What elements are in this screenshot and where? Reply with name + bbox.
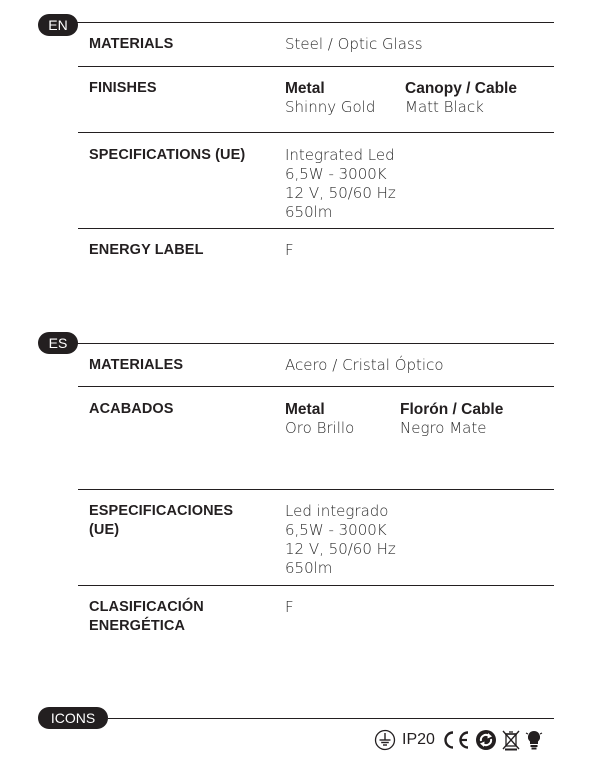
divider [78, 66, 554, 67]
ce-mark-icon [441, 730, 471, 750]
spec-line: 12 V, 50/60 Hz [285, 184, 396, 202]
spec-line: 6,5W - 3000K [285, 165, 387, 183]
finishes-label: FINISHES [89, 80, 157, 96]
materiales-value: Acero / Cristal Óptico [285, 356, 444, 374]
clasificacion-label: CLASIFICACIÓN [89, 599, 204, 615]
especificaciones-label: ESPECIFICACIONES [89, 503, 234, 519]
clasificacion-value: F [285, 598, 294, 616]
divider [78, 228, 554, 229]
materiales-label: MATERIALES [89, 357, 184, 373]
energy-label: ENERGY LABEL [89, 242, 204, 258]
divider [78, 132, 554, 133]
divider [78, 489, 554, 490]
acabado-floron-title: Florón / Cable [400, 401, 504, 418]
energy-value: F [285, 241, 294, 259]
spec-line: 650lm [285, 203, 333, 221]
materials-label: MATERIALS [89, 36, 174, 52]
divider [70, 22, 554, 23]
finish-metal-value: Shinny Gold [285, 98, 376, 116]
acabado-metal-title: Metal [285, 401, 325, 418]
spec-line: Led integrado [285, 502, 389, 520]
section-tag-icons: ICONS [38, 707, 108, 729]
crossed-bin-icon [501, 729, 521, 751]
clasificacion-label: ENERGÉTICA [89, 618, 186, 634]
divider [78, 585, 554, 586]
ip20-label: IP20 [402, 731, 435, 748]
spec-line: 12 V, 50/60 Hz [285, 540, 396, 558]
divider [70, 343, 554, 344]
divider [78, 386, 554, 387]
specifications-label: SPECIFICATIONS (UE) [89, 147, 246, 163]
certification-icons [374, 728, 543, 752]
divider [108, 718, 554, 719]
finish-canopy-title: Canopy / Cable [405, 80, 517, 97]
section-tag-en: EN [38, 14, 78, 36]
earth-ground-icon [374, 729, 396, 751]
spec-line: 650lm [285, 559, 333, 577]
finish-canopy-value: Matt Black [405, 98, 484, 116]
acabado-metal-value: Oro Brillo [285, 419, 355, 437]
acabado-floron-value: Negro Mate [400, 419, 487, 437]
spec-line: Integrated Led [285, 146, 395, 164]
led-bulb-icon [525, 729, 543, 751]
especificaciones-label: (UE) [89, 522, 120, 538]
acabados-label: ACABADOS [89, 401, 174, 417]
section-tag-es: ES [38, 332, 78, 354]
recycle-icon [475, 729, 497, 751]
finish-metal-title: Metal [285, 80, 325, 97]
spec-line: 6,5W - 3000K [285, 521, 387, 539]
materials-value: Steel / Optic Glass [285, 35, 423, 53]
